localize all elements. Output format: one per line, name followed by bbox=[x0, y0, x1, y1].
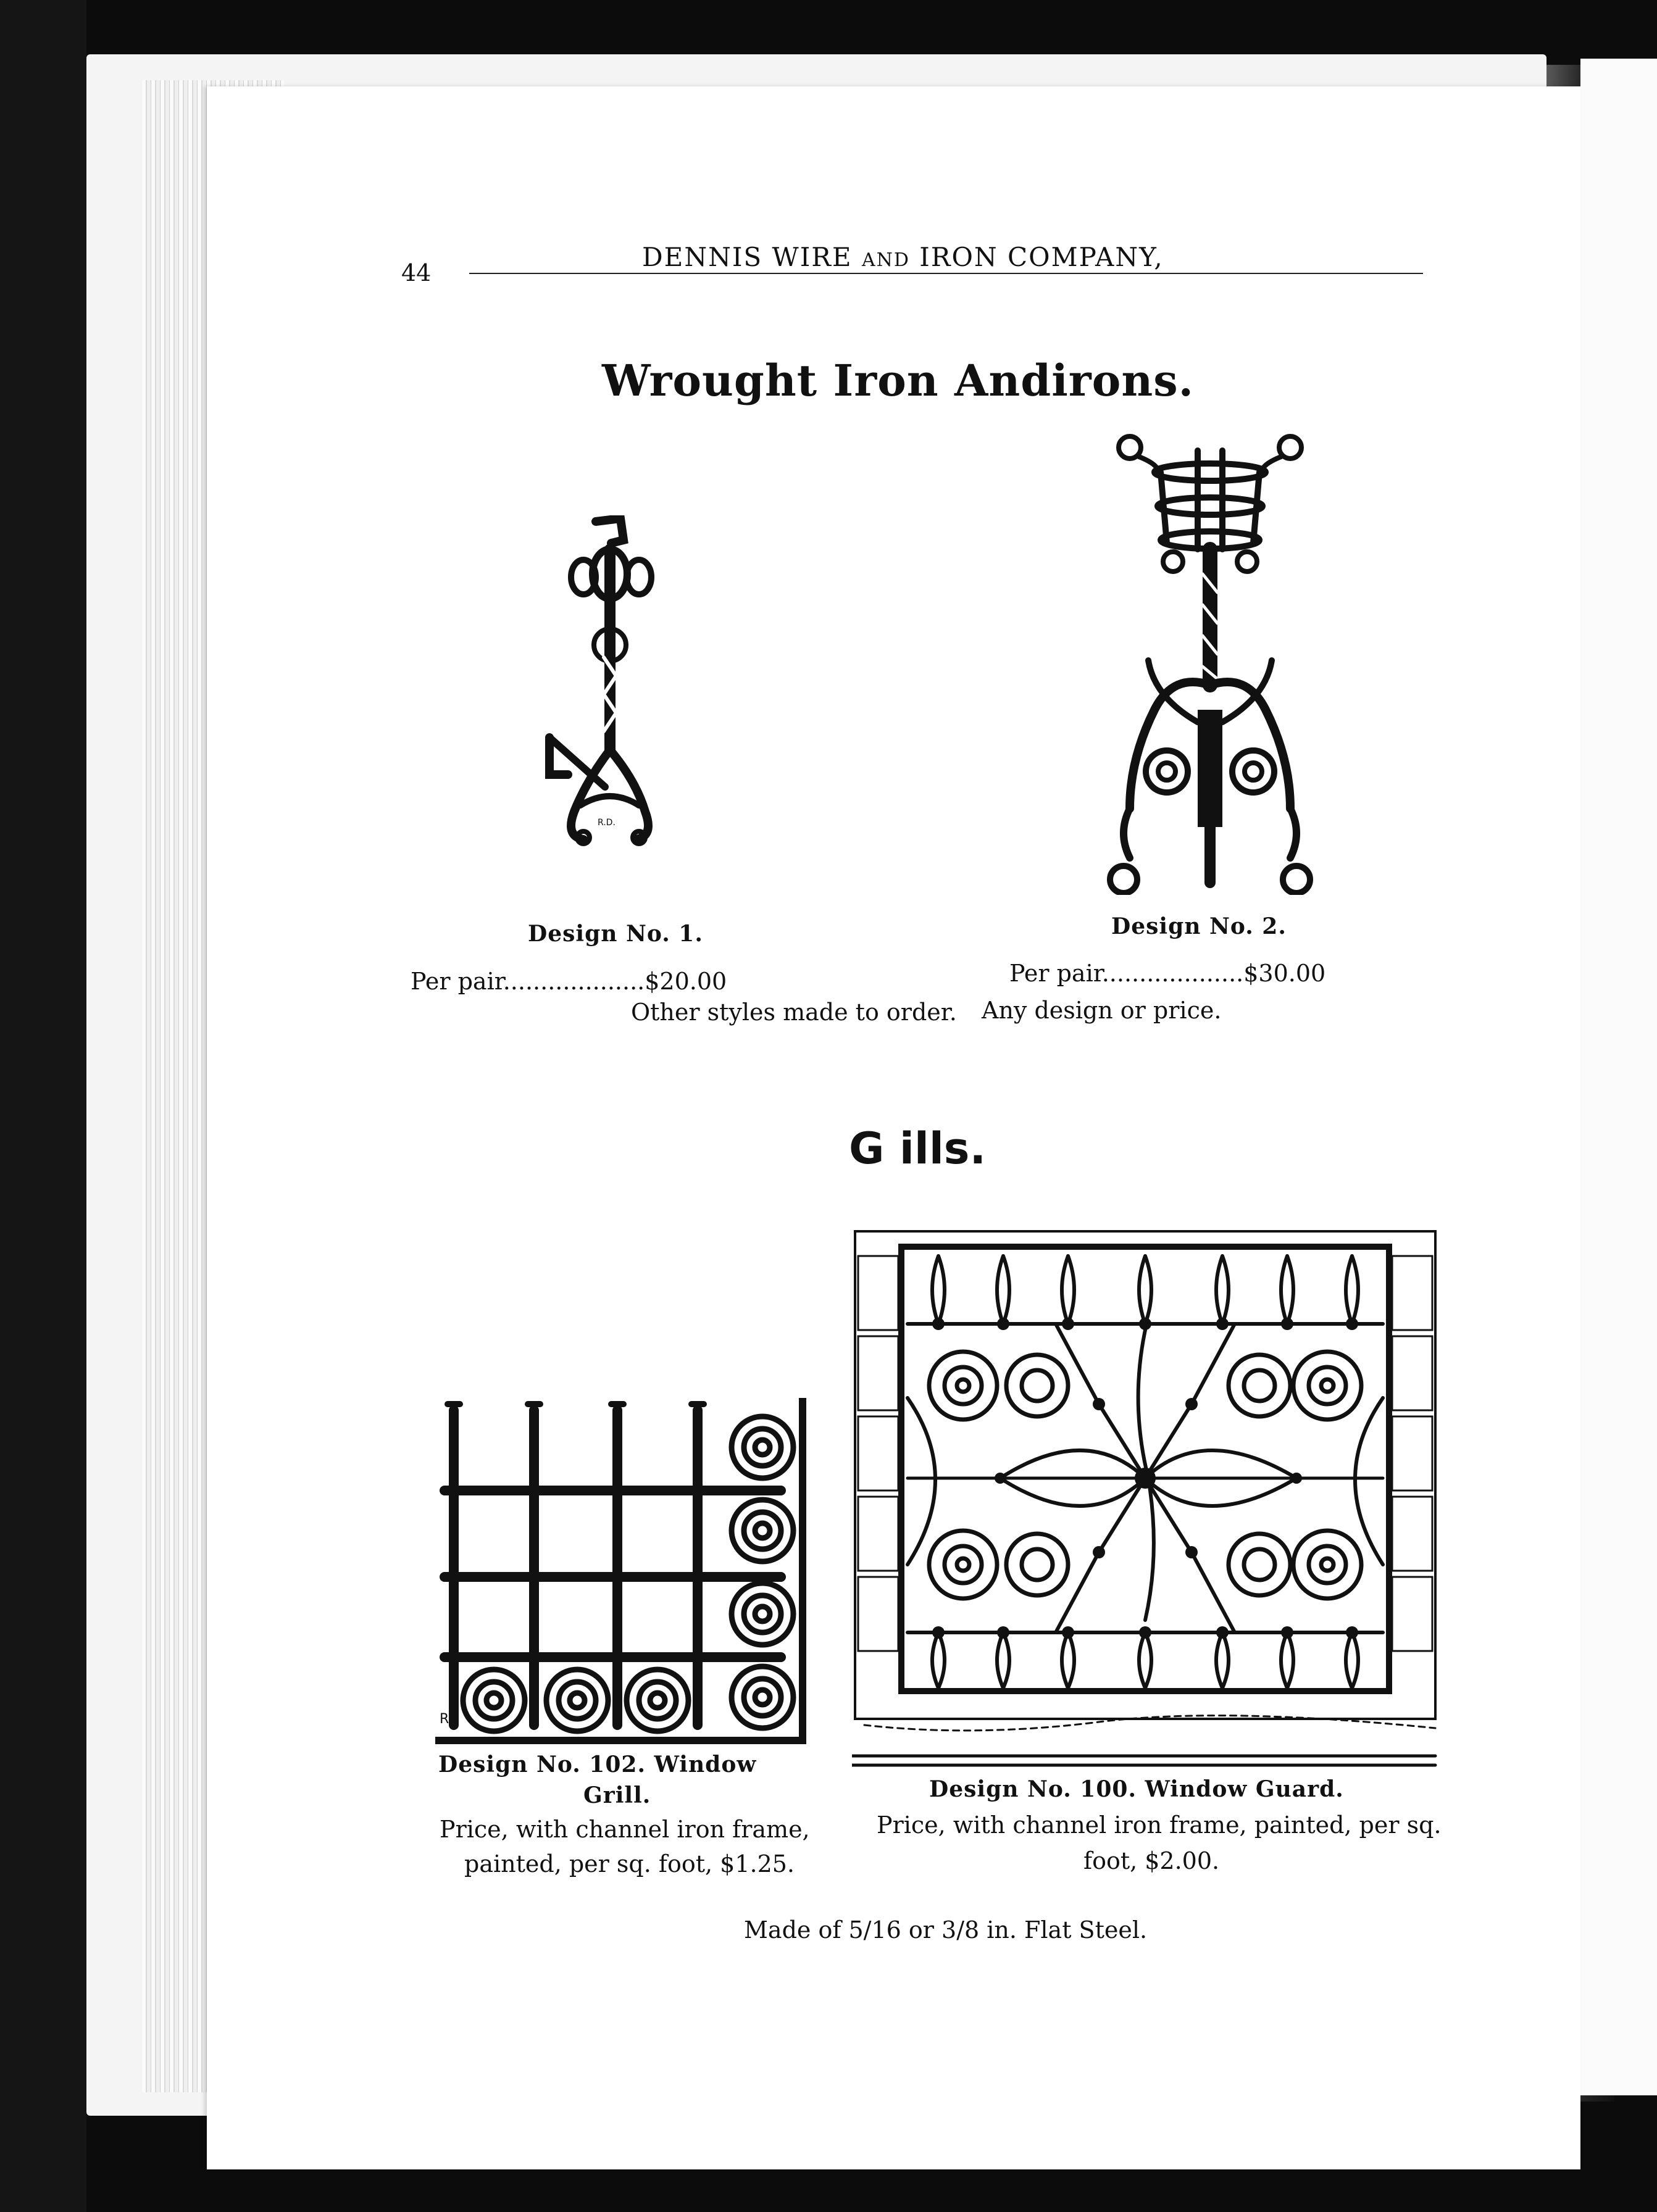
window-grill-102-illustration bbox=[435, 1398, 812, 1750]
andiron-note-other-styles: Other styles made to order. bbox=[631, 999, 957, 1026]
guard-100-price-line2: foot, $2.00. bbox=[1083, 1847, 1220, 1874]
window-guard-100-illustration bbox=[852, 1219, 1438, 1771]
andiron-design-2-price-line bbox=[1009, 960, 1325, 987]
grill-102-caption-line1: Design No. 102. Window bbox=[438, 1752, 757, 1778]
running-header bbox=[642, 242, 1164, 272]
andiron-design-2-illustration bbox=[1105, 426, 1315, 895]
andiron-design-1-caption: Design No. 1. bbox=[528, 921, 703, 947]
page-number: 44 bbox=[401, 259, 432, 286]
guard-100-price-line1: Price, with channel iron frame, painted, per sq. bbox=[877, 1811, 1442, 1839]
maker-mark-rd-grill: RD bbox=[440, 1711, 460, 1727]
section-title-andirons: Wrought Iron Andirons. bbox=[602, 355, 1195, 406]
andiron-design-2-price: $30.00 bbox=[1243, 960, 1326, 987]
guard-100-caption: Design No. 100. Window Guard. bbox=[929, 1776, 1344, 1802]
company-name-part1: DENNIS WIRE bbox=[642, 242, 853, 272]
price-label: Per pair bbox=[411, 968, 503, 995]
andiron-design-1-illustration bbox=[537, 515, 685, 849]
andiron-note-any-design: Any design or price. bbox=[982, 997, 1222, 1024]
grill-102-price-line2: painted, per sq. foot, $1.25. bbox=[464, 1850, 795, 1877]
next-page-edge bbox=[1580, 59, 1657, 2095]
company-name-part2: IRON COMPANY, bbox=[919, 242, 1164, 272]
header-rule bbox=[469, 273, 1423, 274]
scan-background bbox=[0, 0, 86, 2212]
andiron-design-1-price-line bbox=[411, 968, 727, 995]
andiron-design-1-price: $20.00 bbox=[645, 968, 727, 995]
grill-102-caption-line2: Grill. bbox=[583, 1782, 651, 1808]
price-leader-dots: ................... bbox=[503, 968, 645, 995]
grills-material-note: Made of 5/16 or 3/8 in. Flat Steel. bbox=[744, 1916, 1148, 1944]
section-title-grills: G ills. bbox=[849, 1123, 987, 1174]
andiron-design-2-caption: Design No. 2. bbox=[1111, 913, 1287, 939]
price-label: Per pair bbox=[1009, 960, 1102, 987]
grill-102-price-line1: Price, with channel iron frame, bbox=[440, 1816, 810, 1843]
price-leader-dots: ................... bbox=[1101, 960, 1244, 987]
maker-mark-rd: R.D. bbox=[598, 818, 616, 828]
company-name-and: AND bbox=[861, 249, 910, 271]
